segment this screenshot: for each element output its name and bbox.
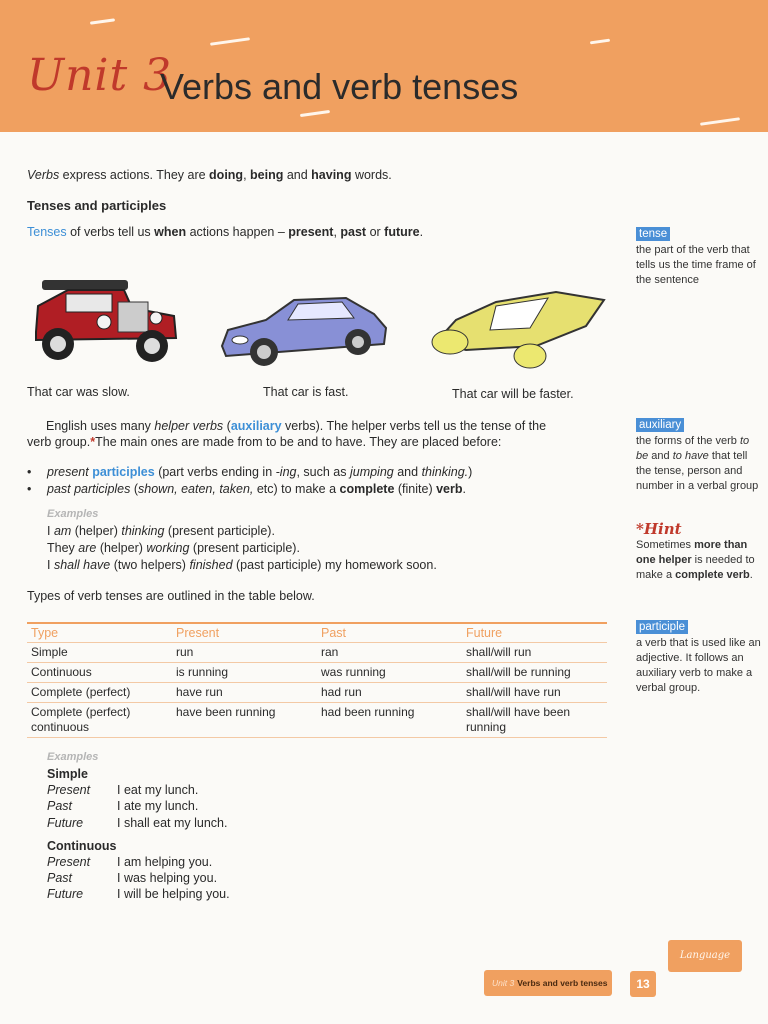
tenses-paragraph: Tenses of verbs tell us when actions happen – present, past or future.: [27, 225, 424, 239]
table-cell: have been running: [172, 703, 317, 738]
example-line: Future I shall eat my lunch.: [47, 816, 228, 830]
decor-streak: [90, 18, 115, 24]
example-line: Present I eat my lunch.: [47, 783, 199, 797]
caption-faster: That car will be faster.: [452, 387, 574, 401]
table-cell: had run: [317, 683, 462, 703]
example-line: Present I am helping you.: [47, 855, 213, 869]
example-line: I shall have (two helpers) finished (past participle) my homework soon.: [47, 558, 437, 572]
table-row: [27, 643, 607, 663]
caption-fast: That car is fast.: [263, 385, 349, 399]
glossary-definition: the forms of the verb to be and to have that tell the tense, person and number in a verbal group: [636, 435, 759, 492]
glossary-definition: the part of the verb that tells us the time frame of the sentence: [636, 244, 756, 286]
table-header: Present: [172, 623, 317, 643]
example-line: Past I ate my lunch.: [47, 799, 199, 813]
page-title: Verbs and verb tenses: [160, 66, 519, 107]
title-banner: [0, 0, 768, 132]
table-header-row: [27, 623, 607, 643]
table-cell: had been running: [317, 703, 462, 738]
table-cell: Complete (perfect): [27, 683, 172, 703]
table-row: [27, 663, 607, 683]
bullet-past-participles: • past participles (shown, eaten, taken, etc) to make a complete (finite) verb.: [27, 482, 466, 496]
glossary-participle: [636, 620, 761, 696]
table-cell: shall/will have run: [462, 683, 607, 703]
table-cell: shall/will have been running: [462, 703, 607, 738]
table-cell: Continuous: [27, 663, 172, 683]
glossary-definition: a verb that is used like an adjective. It follows an auxiliary verb to make a verbal group.: [636, 637, 761, 694]
glossary-term: participle: [636, 620, 688, 634]
hint-heading: *Hint: [636, 520, 682, 538]
table-cell: Simple: [27, 643, 172, 663]
hint-marker: *: [90, 435, 96, 449]
simple-heading: Simple: [47, 767, 88, 781]
table-cell: run: [172, 643, 317, 663]
table-row: [27, 683, 607, 703]
table-cell: is running: [172, 663, 317, 683]
examples-label: Examples: [47, 751, 99, 763]
auxiliary-glossary-link[interactable]: auxiliary: [230, 419, 282, 433]
example-line: Past I was helping you.: [47, 871, 218, 885]
example-line: I am (helper) thinking (present participle).: [47, 524, 275, 538]
modern-car-illustration: [218, 290, 390, 374]
glossary-term: tense: [636, 227, 670, 241]
helper-paragraph: English uses many helper verbs (auxiliary verbs). The helper verbs tell us the tense of the verb group.*The main ones are made from to be and to have. They are placed before:: [27, 419, 547, 449]
decor-streak: [590, 39, 610, 45]
intro-paragraph: Verbs express actions. They are doing, being and having words.: [27, 168, 392, 182]
table-header: Type: [27, 623, 172, 643]
table-cell: Complete (perfect) continuous: [27, 703, 172, 738]
hint-box: [636, 522, 761, 583]
table-row: [27, 703, 607, 738]
table-header: Future: [462, 623, 607, 643]
table-header: Past: [317, 623, 462, 643]
bullet-present-participles: • present participles (part verbs ending in -ing, such as jumping and thinking.): [27, 465, 473, 479]
table-intro: Types of verb tenses are outlined in the table below.: [27, 589, 315, 603]
table-cell: shall/will be running: [462, 663, 607, 683]
decor-streak: [300, 110, 330, 117]
old-car-illustration: [28, 272, 180, 372]
decor-streak: [700, 117, 740, 126]
verb-tense-table: [27, 622, 607, 738]
caption-slow: That car was slow.: [27, 385, 130, 399]
example-line: Future I will be helping you.: [47, 887, 230, 901]
decor-streak: [210, 37, 250, 46]
unit-number: Unit 3: [27, 50, 173, 101]
example-line: They are (helper) working (present participle).: [47, 541, 300, 555]
tenses-glossary-link[interactable]: Tenses: [27, 225, 67, 239]
table-cell: ran: [317, 643, 462, 663]
table-cell: was running: [317, 663, 462, 683]
glossary-auxiliary: [636, 418, 761, 494]
language-badge: Language: [668, 940, 742, 972]
glossary-tense: [636, 227, 761, 288]
glossary-term: auxiliary: [636, 418, 684, 432]
participle-glossary-link[interactable]: participles: [92, 465, 155, 479]
future-car-illustration: [426, 286, 606, 376]
table-cell: have run: [172, 683, 317, 703]
footer-unit-tab: Unit 3 Verbs and verb tenses: [484, 970, 612, 996]
section-heading: Tenses and participles: [27, 198, 167, 213]
hint-text: Sometimes more than one helper is needed to make a complete verb.: [636, 539, 755, 581]
continuous-heading: Continuous: [47, 839, 117, 853]
table-cell: shall/will run: [462, 643, 607, 663]
page-number: 13: [630, 971, 656, 997]
examples-label: Examples: [47, 508, 99, 520]
